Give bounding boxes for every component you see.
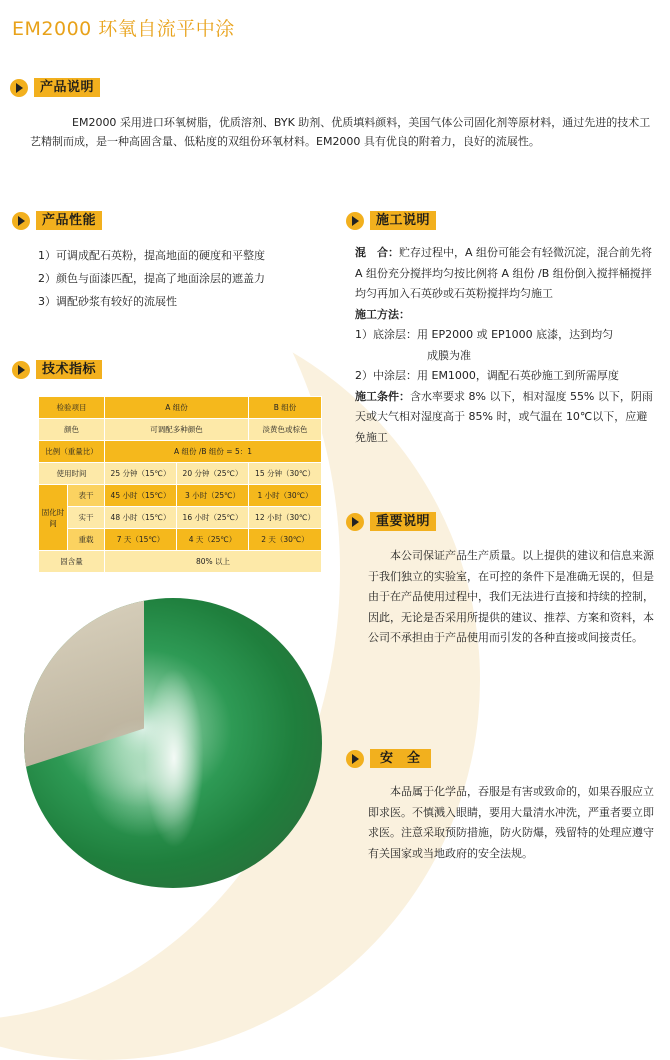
list-item: 3）调配砂浆有较好的流展性 [38,295,177,308]
table-cell: 颜色 [39,419,105,441]
table-header-cell: B 组份 [249,397,322,419]
section-label: 重要说明 [370,512,436,531]
table-cell: 使用时间 [39,463,105,485]
play-bullet-icon [10,79,28,97]
section-product-desc-heading [10,78,100,97]
table-cell: 淡黄色或棕色 [249,419,322,441]
table-header-cell: A 组份 [105,397,249,419]
table-header-cell: 检验项目 [39,397,105,419]
page-title: EM2000 环氧自流平中涂 [12,18,235,40]
epoxy-floor-photo [24,598,322,888]
method-label: 施工方法： [355,307,410,321]
section-label: 产品性能 [36,211,102,230]
table-cell: 7 天（15℃） [105,529,177,551]
step-1-continued: 成膜为准 [427,348,471,362]
section-label: 产品说明 [34,78,100,97]
table-cell: 15 分钟（30℃） [249,463,322,485]
table-cell: 4 天（25℃） [177,529,249,551]
construction-text [355,243,655,448]
important-text: 本公司保证产品生产质量。以上提供的建议和信息来源于我们独立的实验室，在可控的条件下是准确无误的，但是由于在产品使用过程中，我们无法进行直接和持续的控制，因此，无论是否采用所提供的建议、推荐、方案和资料，本公司不承担由于产品使用而引发的各种直接或间接责任。 [368,549,654,644]
table-cell: 25 分钟（15℃） [105,463,177,485]
play-bullet-icon [12,212,30,230]
table-cell: 48 小时（15℃） [105,507,177,529]
table-cell: 80% 以上 [105,551,322,573]
section-construction-heading [346,211,436,230]
table-cell: 表干 [68,485,105,507]
mix-label: 混 合： [355,246,399,259]
safety-text: 本品属于化学品，吞服是有害或致命的，如果吞服应立即求医。不慎溅入眼睛，要用大量清水冲洗，严重者要立即求医。注意采取预防措施，防火防爆，残留特的处理应遵守有关国家或当地政府的安全法规。 [368,785,654,860]
product-desc-text: EM2000 采用进口环氧树脂，优质溶剂、BYK 助剂、优质填料颜料，美国气体公司固化剂等原材料，通过先进的技术工艺精制而成，是一种高固含量、低粘度的双组份环氧材料。EM2000 具有优良的附着力，良好的流展性。 [30,116,651,148]
list-item: 2）颜色与面漆匹配，提高了地面涂层的遮盖力 [38,272,265,285]
section-important-heading [346,512,436,531]
table-cell: A 组份 /B 组份 = 5：1 [105,441,322,463]
mix-paragraph [355,243,655,305]
section-specs-heading [12,360,102,379]
section-safety-heading [346,749,431,768]
photo-highlight [144,668,204,848]
table-cell: 3 小时（25℃） [177,485,249,507]
spec-table [38,396,322,573]
table-cell: 可调配多种颜色 [105,419,249,441]
condition-text: 含水率要求 8% 以下，相对湿度 55% 以下，阴雨天或大气相对湿度高于 85% 时，或气温在 10℃以下，应避免施工 [355,389,653,444]
table-cell: 16 小时（25℃） [177,507,249,529]
play-bullet-icon [346,513,364,531]
table-cell: 比例（重量比） [39,441,105,463]
condition-paragraph [355,387,655,449]
table-cell: 2 天（30℃） [249,529,322,551]
table-cell: 固含量 [39,551,105,573]
section-label: 技术指标 [36,360,102,379]
section-label: 安 全 [370,749,431,768]
list-item: 1）可调成配石英粉，提高地面的硬度和平整度 [38,249,265,262]
section-performance-heading [12,211,102,230]
table-cell: 20 分钟（25℃） [177,463,249,485]
table-cell: 重载 [68,529,105,551]
section-label: 施工说明 [370,211,436,230]
table-cell: 12 小时（30℃） [249,507,322,529]
step-1: 1）底涂层：用 EP2000 或 EP1000 底漆，达到均匀 [355,328,614,341]
play-bullet-icon [346,750,364,768]
step-2: 2）中涂层：用 EM1000，调配石英砂施工到所需厚度 [355,369,619,382]
play-bullet-icon [12,361,30,379]
table-cell: 45 小时（15℃） [105,485,177,507]
table-cell: 1 小时（30℃） [249,485,322,507]
table-cell: 固化时间 [39,485,68,551]
condition-label: 施工条件： [355,389,410,403]
play-bullet-icon [346,212,364,230]
mix-text: 贮存过程中，A 组份可能会有轻微沉淀，混合前先将 A 组份充分搅拌均匀按比例将 A 组份 /B 组份倒入搅拌桶搅拌均匀再加入石英砂或石英粉搅拌均匀施工 [355,246,653,300]
performance-list [38,244,265,313]
table-cell: 实干 [68,507,105,529]
